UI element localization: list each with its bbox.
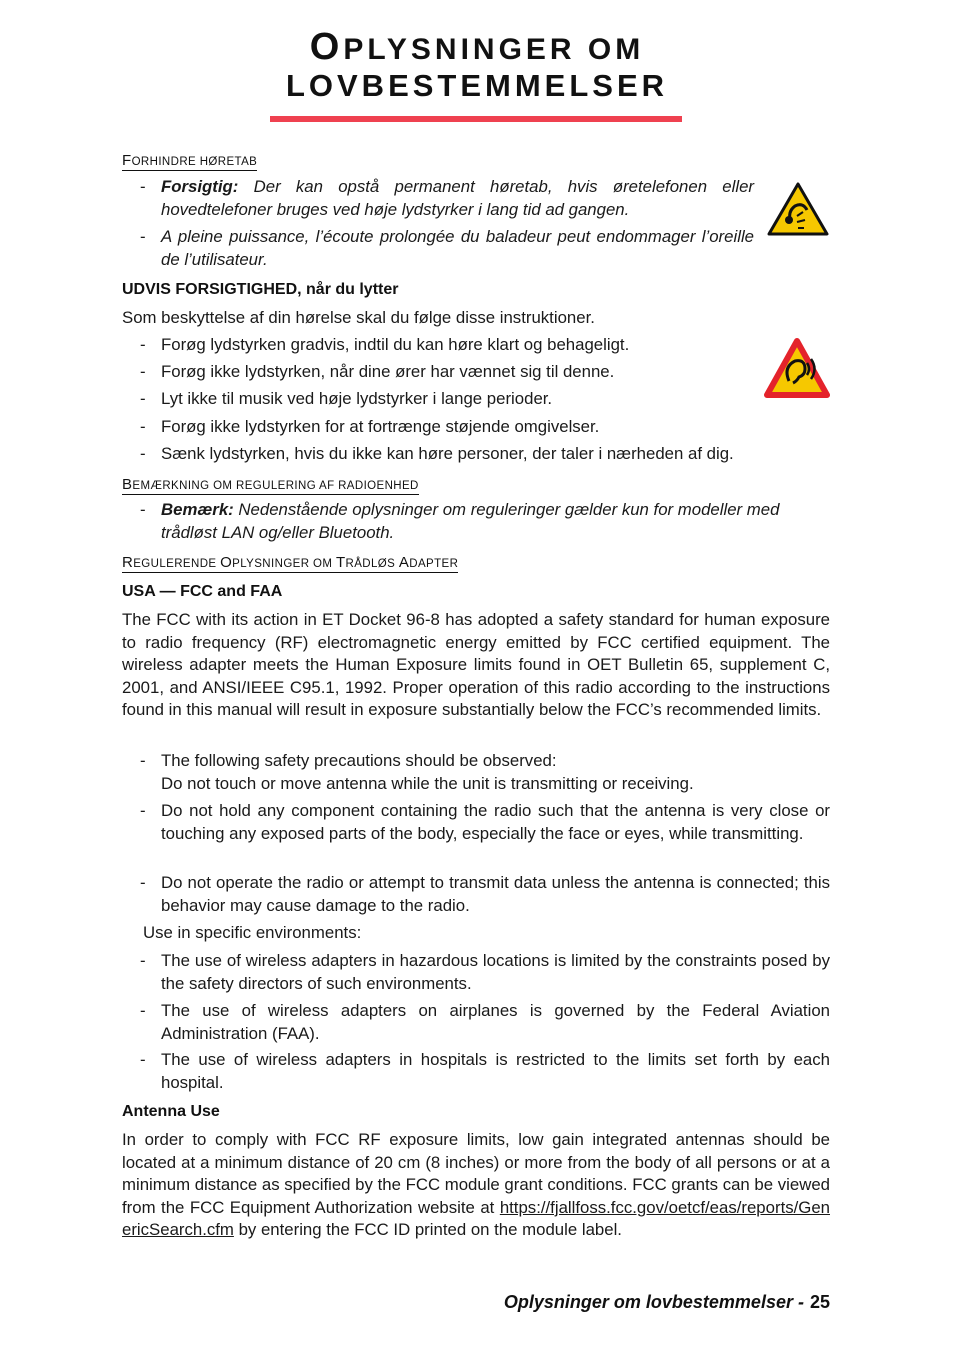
antenna-heading: Antenna Use <box>122 1103 220 1120</box>
page-footer: Oplysninger om lovbestemmelser - 25 <box>503 1292 830 1312</box>
antenna-paragraph: In order to comply with FCC RF exposure limits, low gain integrated antennas should be located at a minimum distance of 20 cm (8 inches) or more from the body of all persons or at a minimum distance as specified by the FCC module grant conditions. FCC grants can be viewed from the FCC Equipment Authorization website at https://fjallfoss.fcc.gov/oetcf/eas/reports/GenericSearch.cfm by entering the FCC ID printed on the module label. <box>122 1130 830 1240</box>
listen-heading: UDVIS FORSIGTIGHED, når du lytter <box>122 281 399 298</box>
list-item: - The use of wireless adapters in hazardous locations is limited by the constraints posed by the safety directors of such environments. <box>140 951 830 993</box>
usa-heading: USA — FCC and FAA <box>122 583 283 600</box>
page-number: 25 <box>809 1292 830 1312</box>
radio-note-item: - Bemærk: Nedenstående oplysninger om reguleringer gælder kun for modeller med trådløst LAN og/eller Bluetooth. <box>140 500 780 542</box>
list-item: - Forøg ikke lydstyrken for at fortrænge støjende omgivelser. <box>140 417 600 436</box>
section-heading-radio: BEMÆRKNING OM REGULERING AF RADIOENHED <box>122 476 419 493</box>
list-item: - Sænk lydstyrken, hvis du ikke kan høre personer, der taler i nærheden af dig. <box>140 444 734 463</box>
section-heading-wireless: REGULERENDE OPLYSNINGER OM TRÅDLØS ADAPTER <box>122 554 459 571</box>
usa-paragraph: The FCC with its action in ET Docket 96-8 has adopted a safety standard for human exposure to radio frequency (RF) electromagnetic energy emitted by FCC certified equipment. The wireless adapter meets the Human Exposure limits found in OET Bulletin 65, supplement C, 2001, and ANSI/IEEE C95.1, 1992. Proper operation of this radio according to the instructions found in this manual will result in exposure substantially below the FCC’s recommended limits. <box>122 610 830 720</box>
page-title-line2: LOVBESTEMMELSER <box>285 68 669 103</box>
fcc-link[interactable]: https://fjallfoss.fcc.gov/oetcf/eas/reports/GenericSearch.cfm <box>122 1197 830 1240</box>
page-title-line1: OPLYSNINGER OM <box>309 26 645 68</box>
section-heading-hearing: FORHINDRE HØRETAB <box>122 152 258 169</box>
listen-intro: Som beskyttelse af din hørelse skal du følge disse instruktioner. <box>122 308 595 327</box>
list-item: - Lyt ikke til musik ved høje lydstyrker i lange perioder. <box>140 389 553 408</box>
title-underline <box>270 116 682 122</box>
environments-intro: Use in specific environments: <box>143 923 362 942</box>
list-item: - Forøg ikke lydstyrken, når dine ører har vænnet sig til denne. <box>140 362 615 381</box>
list-item: - The use of wireless adapters on airplanes is governed by the Federal Aviation Administration (FAA). <box>140 1001 830 1043</box>
caution-item: - Forsigtig: Der kan opstå permanent høretab, hvis øretelefonen eller hovedtelefoner bruges ved høje lydstyrker i lang tid ad gangen. <box>140 177 754 219</box>
hearing-warning-triangle-icon <box>767 182 829 236</box>
list-item: - Do not operate the radio or attempt to transmit data unless the antenna is connected; this behavior may cause damage to the radio. <box>140 873 830 915</box>
list-item: - Forøg lydstyrken gradvis, indtil du kan høre klart og behageligt. <box>140 335 630 354</box>
list-item: - Do not hold any component containing the radio such that the antenna is very close or touching any exposed parts of the body, especially the face or eyes, while transmitting. <box>140 801 830 843</box>
precautions-item: - The following safety precautions should be observed: Do not touch or move antenna while the unit is transmitting or receiving. <box>140 751 694 793</box>
french-warning-item: - A pleine puissance, l’écoute prolongée du baladeur peut endommager l’oreille de l’utilisateur. <box>140 227 754 269</box>
ear-volume-warning-icon <box>763 337 831 399</box>
list-item: - The use of wireless adapters in hospitals is restricted to the limits set forth by each hospital. <box>140 1050 830 1092</box>
